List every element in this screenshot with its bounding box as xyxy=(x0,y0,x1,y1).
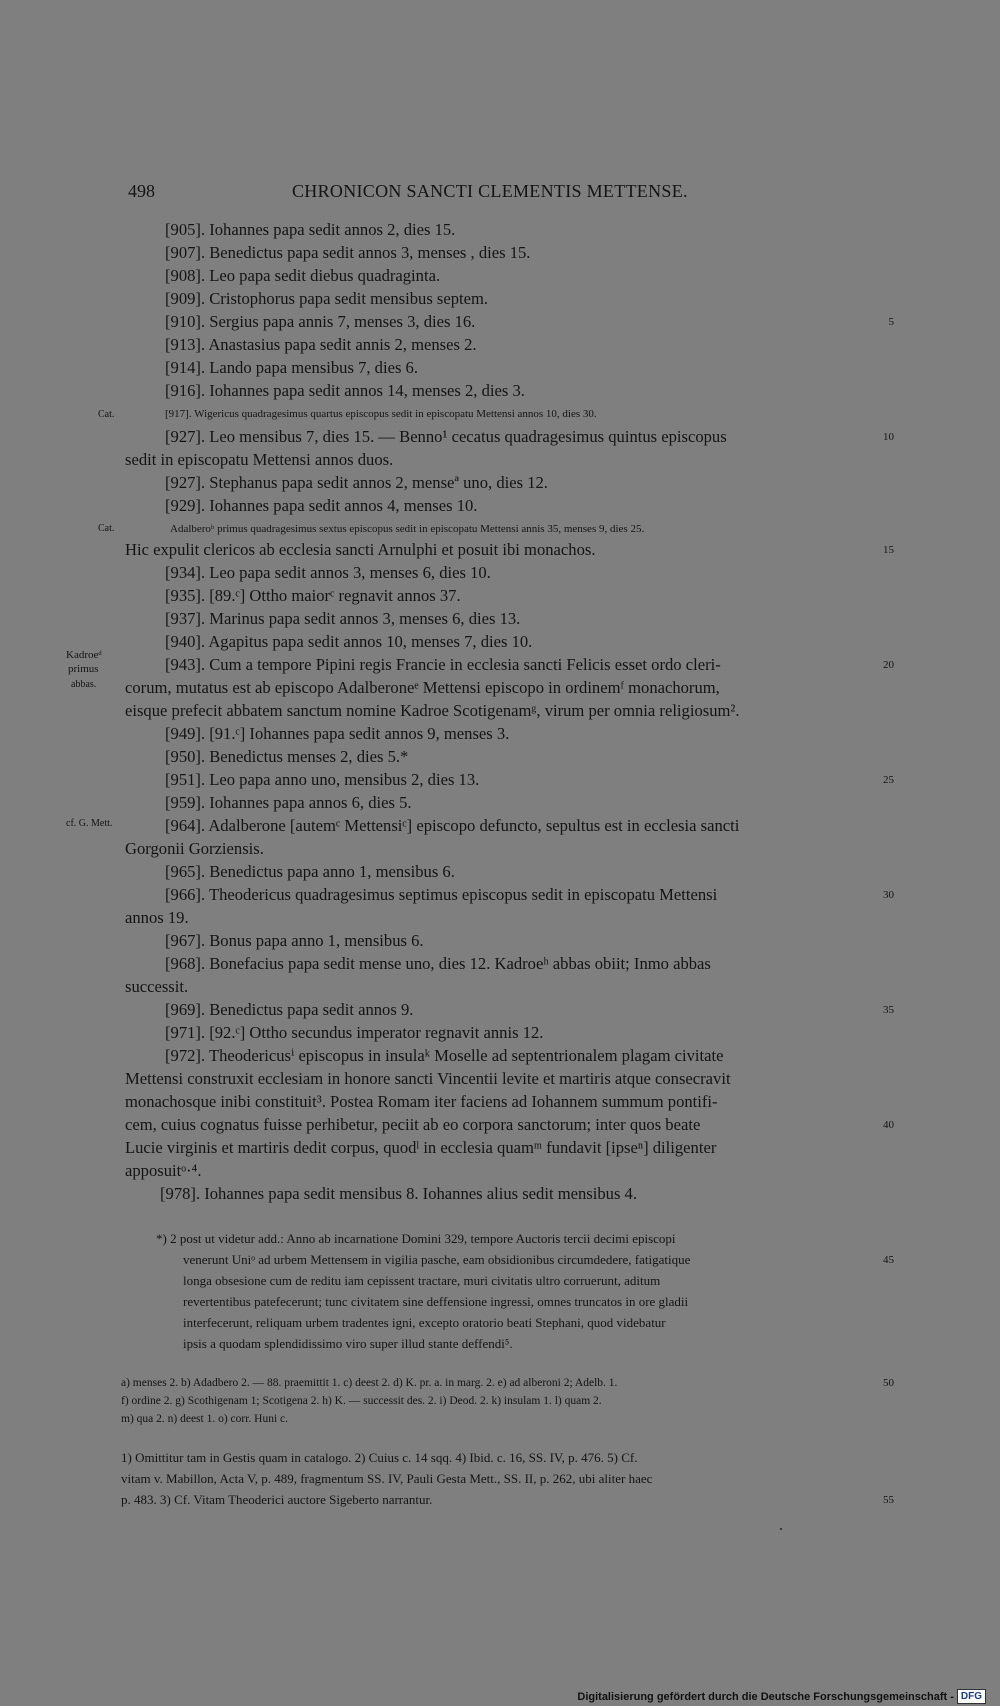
text-line: sedit in episcopatu Mettensi annos duos. xyxy=(125,450,394,469)
page-title: CHRONICON SANCTI CLEMENTIS METTENSE. xyxy=(292,181,688,201)
text-line: [934]. Leo papa sedit annos 3, menses 6, dies 10. xyxy=(165,563,491,582)
text-line: [907]. Benedictus papa sedit annos 3, menses , dies 15. xyxy=(165,243,531,262)
line-number: 10 xyxy=(883,431,894,443)
text-line: [913]. Anastasius papa sedit annis 2, menses 2. xyxy=(165,335,477,354)
text-line: [937]. Marinus papa sedit annos 3, menses 6, dies 13. xyxy=(165,609,521,628)
text-line: [914]. Lando papa mensibus 7, dies 6. xyxy=(165,358,419,377)
text-line: Mettensi construxit ecclesiam in honore sancti Vincentii levite et martiris atque consecravit xyxy=(125,1069,731,1088)
text-line: [909]. Cristophorus papa sedit mensibus septem. xyxy=(165,289,489,308)
text-line: [964]. Adalberone [autemᶜ Mettensiᶜ] episcopo defuncto, sepultus est in ecclesia sancti xyxy=(165,816,740,835)
text-line-small: Adalberoᵇ primus quadragesimus sextus episcopus sedit in episcopatu Mettensi annis 35, menses 9, dies 25. xyxy=(170,523,645,535)
text-line: Gorgonii Gorziensis. xyxy=(125,839,264,858)
text-line: annos 19. xyxy=(125,908,189,927)
footnote-line: longa obsesione cum de reditu iam cepissent tractare, muri civitatis ultro corruerunt, aditum xyxy=(183,1273,661,1288)
margin-note: Kadroeᵈ xyxy=(66,649,102,661)
text-line: [966]. Theodericus quadragesimus septimus episcopus sedit in episcopatu Mettensi xyxy=(165,885,718,904)
text-line: [967]. Bonus papa anno 1, mensibus 6. xyxy=(165,931,424,950)
text-line: cem, cuius cognatus fuisse perhibetur, peciit ab eo corpora sanctorum; inter quos beate xyxy=(125,1115,701,1134)
text-line: [927]. Leo mensibus 7, dies 15. — Benno¹ cecatus quadragesimus quintus episcopus xyxy=(165,427,727,446)
footnote-line: interfecerunt, reliquam urbem tradentes igni, excepto oratorio beati Stephani, quod videbatur xyxy=(183,1315,666,1330)
text-line: [916]. Iohannes papa sedit annos 14, menses 2, dies 3. xyxy=(165,381,525,400)
text-line: [971]. [92.ᶜ] Ottho secundus imperator regnavit annis 12. xyxy=(165,1023,544,1042)
line-number: 30 xyxy=(883,889,894,901)
text-line: [929]. Iohannes papa sedit annos 4, menses 10. xyxy=(165,496,478,515)
margin-note: Cat. xyxy=(98,523,115,534)
line-number: 45 xyxy=(883,1254,894,1266)
line-number: 40 xyxy=(883,1119,894,1131)
margin-note: Cat. xyxy=(98,409,115,420)
dfg-logo: DFG xyxy=(957,1689,986,1704)
apparatus-line: f) ordine 2. g) Scothigenam 1; Scotigena 2. h) K. — successit des. 2. i) Deod. 2. k) insulam 1. l) quam 2. xyxy=(121,1395,602,1407)
line-number: 5 xyxy=(888,316,894,328)
text-line: [959]. Iohannes papa annos 6, dies 5. xyxy=(165,793,412,812)
line-number: 35 xyxy=(883,1004,894,1016)
text-line: [949]. [91.ᶜ] Iohannes papa sedit annos 9, menses 3. xyxy=(165,724,510,743)
page-number: 498 xyxy=(128,181,155,201)
margin-note: abbas. xyxy=(71,679,97,690)
margin-note: cf. G. Mett. xyxy=(66,818,113,829)
text-line-small: [917]. Wigericus quadragesimus quartus episcopus sedit in episcopatu Mettensi annos 10, dies 30. xyxy=(165,408,597,420)
text-line: Lucie virginis et martiris dedit corpus, quodˡ in ecclesia quamᵐ fundavit [ipseⁿ] diligenter xyxy=(125,1138,717,1157)
line-number: 50 xyxy=(883,1377,894,1389)
note-line: p. 483. 3) Cf. Vitam Theoderici auctore Sigeberto narrantur. xyxy=(121,1492,433,1507)
text-line: [908]. Leo papa sedit diebus quadraginta. xyxy=(165,266,441,285)
text-line: [951]. Leo papa anno uno, mensibus 2, dies 13. xyxy=(165,770,480,789)
line-number: 55 xyxy=(883,1494,894,1506)
text-line: [950]. Benedictus menses 2, dies 5.* xyxy=(165,747,409,766)
text-line: eisque prefecit abbatem sanctum nomine Kadroe Scotigenamᵍ, virum per omnia religiosum². xyxy=(125,701,740,720)
note-line: 1) Omittitur tam in Gestis quam in catalogo. 2) Cuius c. 14 sqq. 4) Ibid. c. 16, SS. IV, p. 476. 5) Cf. xyxy=(121,1450,638,1465)
footnote-line: revertentibus patefecerunt; tunc civitatem sine deffensione ingressi, omnes truncatos in ore gladii xyxy=(183,1294,689,1309)
text-line: [969]. Benedictus papa sedit annos 9. xyxy=(165,1000,414,1019)
text-line: [943]. Cum a tempore Pipini regis Francie in ecclesia sancti Felicis esset ordo cleri- xyxy=(165,655,721,674)
note-line: vitam v. Mabillon, Acta V, p. 489, fragmentum SS. IV, Pauli Gesta Mett., SS. II, p. 262, ubi aliter haec xyxy=(121,1471,653,1486)
funding-footer xyxy=(577,1689,986,1704)
text-line: successit. xyxy=(125,977,189,996)
text-line: apposuitᵒ·⁴. xyxy=(125,1161,202,1180)
footnote-line: *) 2 post ut videtur add.: Anno ab incarnatione Domini 329, tempore Auctoris tercii decimi episcopi xyxy=(156,1231,676,1246)
text-line: [972]. Theodericusⁱ episcopus in insulaᵏ Moselle ad septentrionalem plagam civitate xyxy=(165,1046,724,1065)
line-number: 25 xyxy=(883,774,894,786)
footer-text: Digitalisierung gefördert durch die Deutsche Forschungsgemeinschaft - xyxy=(577,1690,954,1703)
text-line: [927]. Stephanus papa sedit annos 2, menseª uno, dies 12. xyxy=(165,473,548,492)
line-number: 15 xyxy=(883,544,894,556)
footnote-line: ipsis a quodam splendidissimo viro super illud stante deffendi⁵. xyxy=(183,1336,513,1351)
text-line: [940]. Agapitus papa sedit annos 10, menses 7, dies 10. xyxy=(165,632,533,651)
scan-speck xyxy=(780,1528,782,1530)
text-line: [935]. [89.ᶜ] Ottho maiorᶜ regnavit annos 37. xyxy=(165,586,461,605)
footnote-line: venerunt Uniᵒ ad urbem Mettensem in vigilia pasche, eam obsidionibus circumdedere, fatigatique xyxy=(183,1252,691,1267)
text-line: [978]. Iohannes papa sedit mensibus 8. Iohannes alius sedit mensibus 4. xyxy=(160,1184,637,1203)
apparatus-line: m) qua 2. n) deest 1. o) corr. Huni c. xyxy=(121,1413,289,1425)
text-line: Hic expulit clericos ab ecclesia sancti Arnulphi et posuit ibi monachos. xyxy=(125,540,596,559)
apparatus-line: a) menses 2. b) Adadbero 2. — 88. praemittit 1. c) deest 2. d) K. pr. a. in marg. 2. e) ad alberoni 2; Adelb. 1. xyxy=(121,1377,618,1389)
text-line: [968]. Bonefacius papa sedit mense uno, dies 12. Kadroeʰ abbas obiit; Inmo abbas xyxy=(165,954,711,973)
margin-note: primus xyxy=(68,663,99,675)
text-line: monachosque inibi constituit³. Postea Romam iter faciens ad Iohannem summum pontifi- xyxy=(125,1092,718,1111)
text-line: corum, mutatus est ab episcopo Adalberoneᵉ Mettensi episcopo in ordinemᶠ monachorum, xyxy=(125,678,720,697)
line-number: 20 xyxy=(883,659,894,671)
text-line: [905]. Iohannes papa sedit annos 2, dies 15. xyxy=(165,220,456,239)
text-line: [965]. Benedictus papa anno 1, mensibus 6. xyxy=(165,862,455,881)
text-line: [910]. Sergius papa annis 7, menses 3, dies 16. xyxy=(165,312,476,331)
